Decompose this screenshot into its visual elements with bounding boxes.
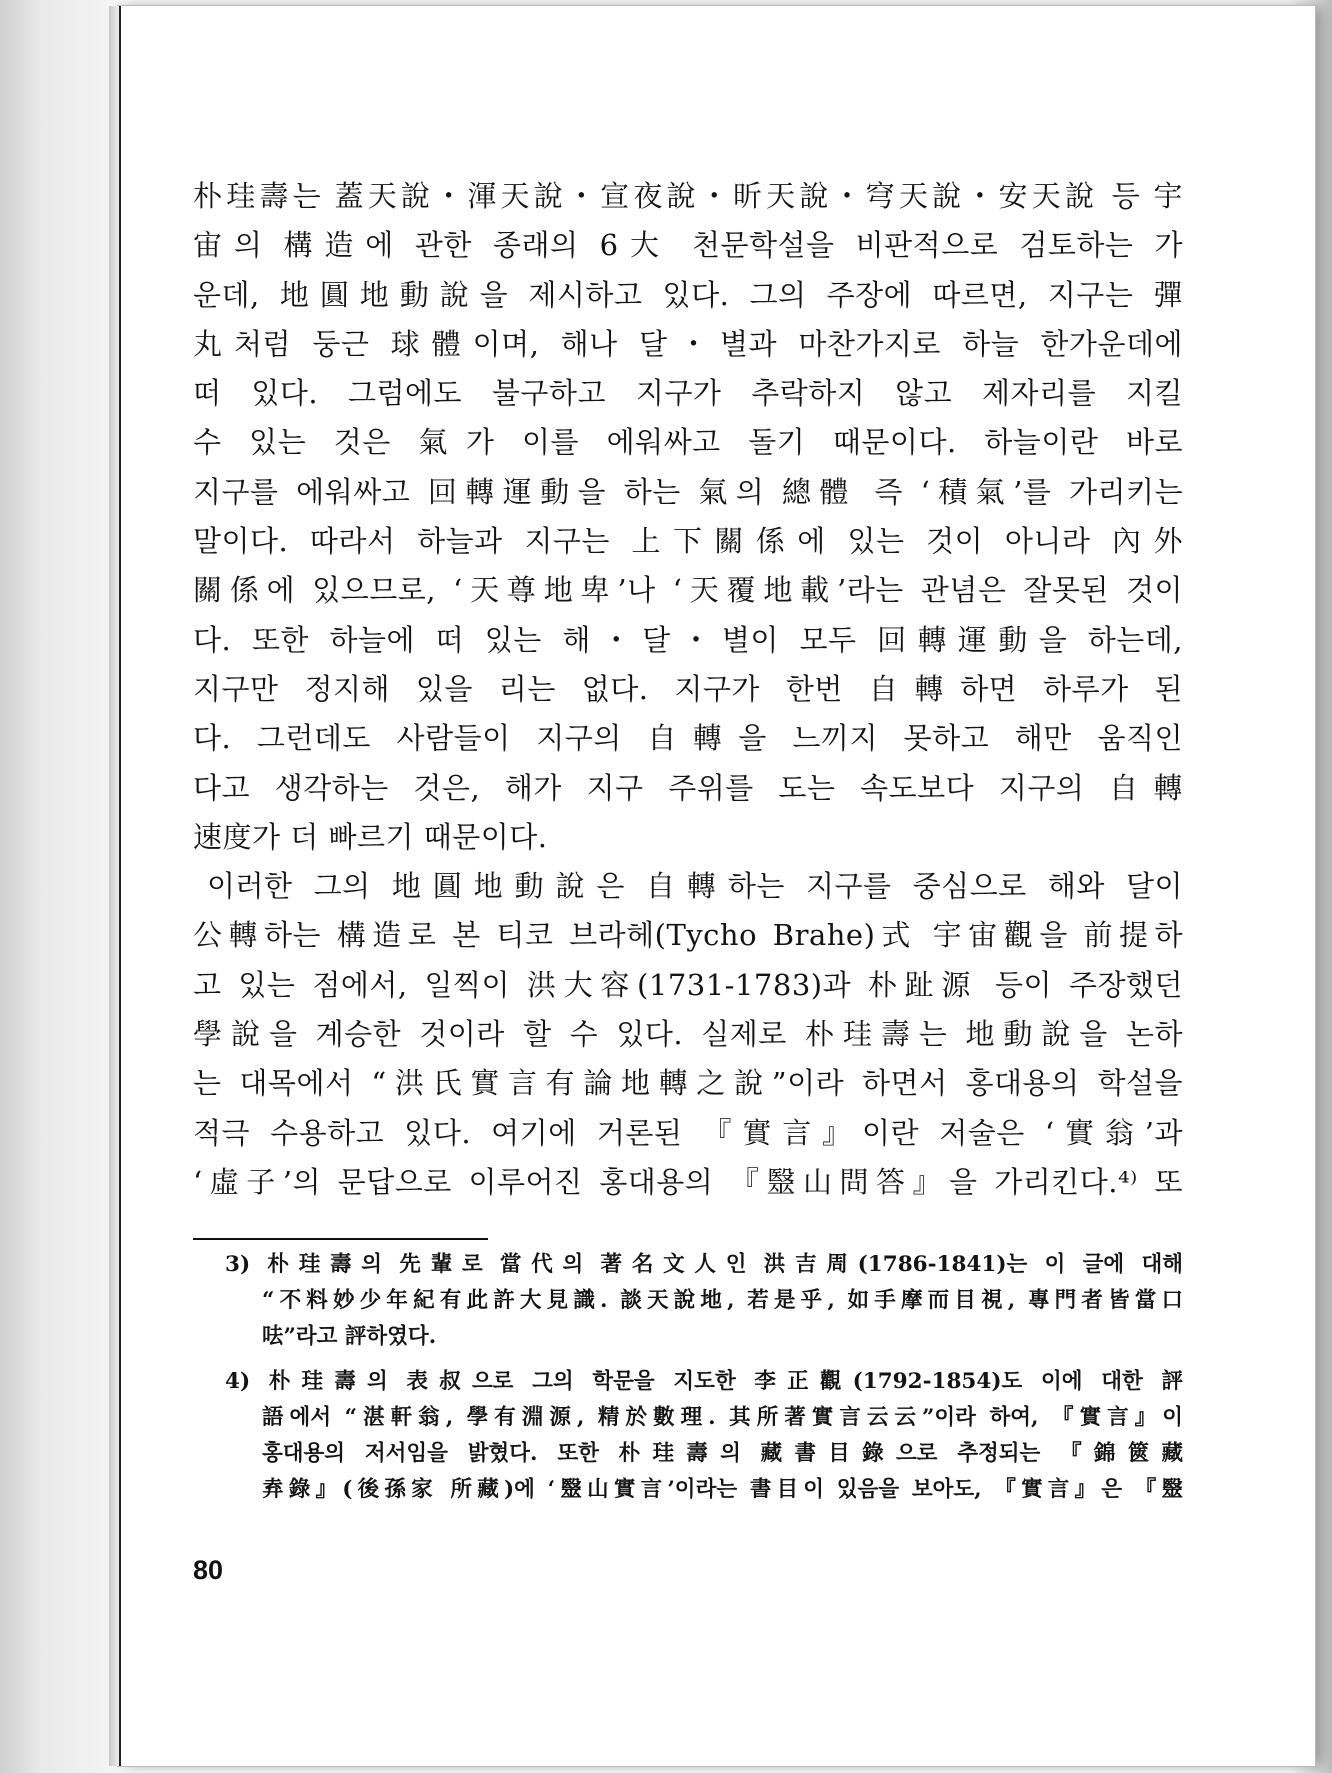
footnote-3 [225, 1247, 1183, 1356]
text-line: 수 있는 것은 氣가 이를 에워싸고 돌기 때문이다. 하늘이란 바로 [193, 425, 1183, 460]
footnote-4 [225, 1364, 1183, 1509]
text-line: 고 있는 점에서, 일찍이 洪大容(1731-1783)과 朴趾源 등이 주장했던 [193, 967, 1183, 1002]
footnote-line: 弆錄』(後孫家 所藏)에 ‘毉山實言’이라는 書目이 있음을 보아도, 『實言』은 『毉 [262, 1477, 1183, 1503]
text-line: 운데, 地圓地動說을 제시하고 있다. 그의 주장에 따르면, 지구는 彈 [193, 277, 1183, 312]
main-text [193, 172, 1183, 1207]
text-line: 速度가 더 빠르기 때문이다. [193, 819, 548, 854]
text-line: 丸처럼 둥근 球體이며, 해나 달・별과 마찬가지로 하늘 한가운데에 [193, 326, 1183, 361]
text-line: 다고 생각하는 것은, 해가 지구 주위를 도는 속도보다 지구의 自轉 [193, 770, 1183, 805]
text-line: 떠 있다. 그럼에도 불구하고 지구가 추락하지 않고 제자리를 지킬 [193, 376, 1183, 411]
text-line: 는 대목에서 “洪氏實言有論地轉之說”이라 하면서 홍대용의 학설을 [193, 1066, 1183, 1101]
text-line: 學說을 계승한 것이라 할 수 있다. 실제로 朴珪壽는 地動說을 논하 [193, 1017, 1183, 1052]
text-line: 적극 수용하고 있다. 여기에 거론된 『實言』이란 저술은 ‘實翁’과 [193, 1115, 1183, 1150]
text-line: 宙의 構造에 관한 종래의 6大 천문학설을 비판적으로 검토하는 가 [193, 228, 1183, 263]
text-line: 지구를 에워싸고 回轉運動을 하는 氣의 總體 즉 ‘積氣’를 가리키는 [193, 474, 1183, 509]
footnote-line: 呿”라고 評하였다. [262, 1324, 437, 1350]
text-line: 다. 그런데도 사람들이 지구의 自轉을 느끼지 못하고 해만 움직인 [193, 721, 1183, 756]
text-line: ‘虛子’의 문답으로 이루어진 홍대용의 『毉山問答』을 가리킨다.⁴⁾ 또 [193, 1164, 1183, 1199]
text-line: 지구만 정지해 있을 리는 없다. 지구가 한번 自轉하면 하루가 된 [193, 671, 1183, 706]
footnote-line: “不料妙少年紀有此許大見識. 談天說地, 若是乎, 如手摩而目視, 專門者皆當口 [262, 1288, 1183, 1314]
text-line: 關係에 있으므로, ‘天尊地卑’나 ‘天覆地載’라는 관념은 잘못된 것이 [193, 573, 1183, 608]
text-line: 말이다. 따라서 하늘과 지구는 上下關係에 있는 것이 아니라 內外 [193, 524, 1183, 559]
text-line: 다. 또한 하늘에 떠 있는 해・달・별이 모두 回轉運動을 하는데, [193, 622, 1183, 657]
footnote-line: 3) 朴珪壽의 先輩로 當代의 著名文人인 洪吉周(1786-1841)는 이 글에 대해 [225, 1252, 1183, 1277]
text-line: 이러한 그의 地圓地動說은 自轉하는 지구를 중심으로 해와 달이 [207, 869, 1183, 904]
footnote-divider [193, 1238, 488, 1240]
footnote-line: 4) 朴珪壽의 表叔으로 그의 학문을 지도한 李正觀(1792-1854)도 이에 대한 評 [225, 1368, 1183, 1394]
page-number: 80 [193, 1555, 224, 1585]
footnote-line: 홍대용의 저서임을 밝혔다. 또한 朴珪壽의 藏書目錄으로 추정되는 『錦篋藏 [262, 1440, 1183, 1466]
footnote-line: 語에서 “湛軒翁, 學有淵源, 精於數理. 其所著實言云云”이라 하여, 『實言』이 [262, 1404, 1183, 1430]
text-line: 朴珪壽는 蓋天說・渾天說・宣夜說・昕天說・穹天說・安天說 등 宇 [193, 179, 1183, 213]
footnotes [225, 1247, 1183, 1508]
text-line: 公轉하는 構造로 본 티코 브라헤(Tycho Brahe)式 宇宙觀을 前提하 [193, 918, 1183, 953]
